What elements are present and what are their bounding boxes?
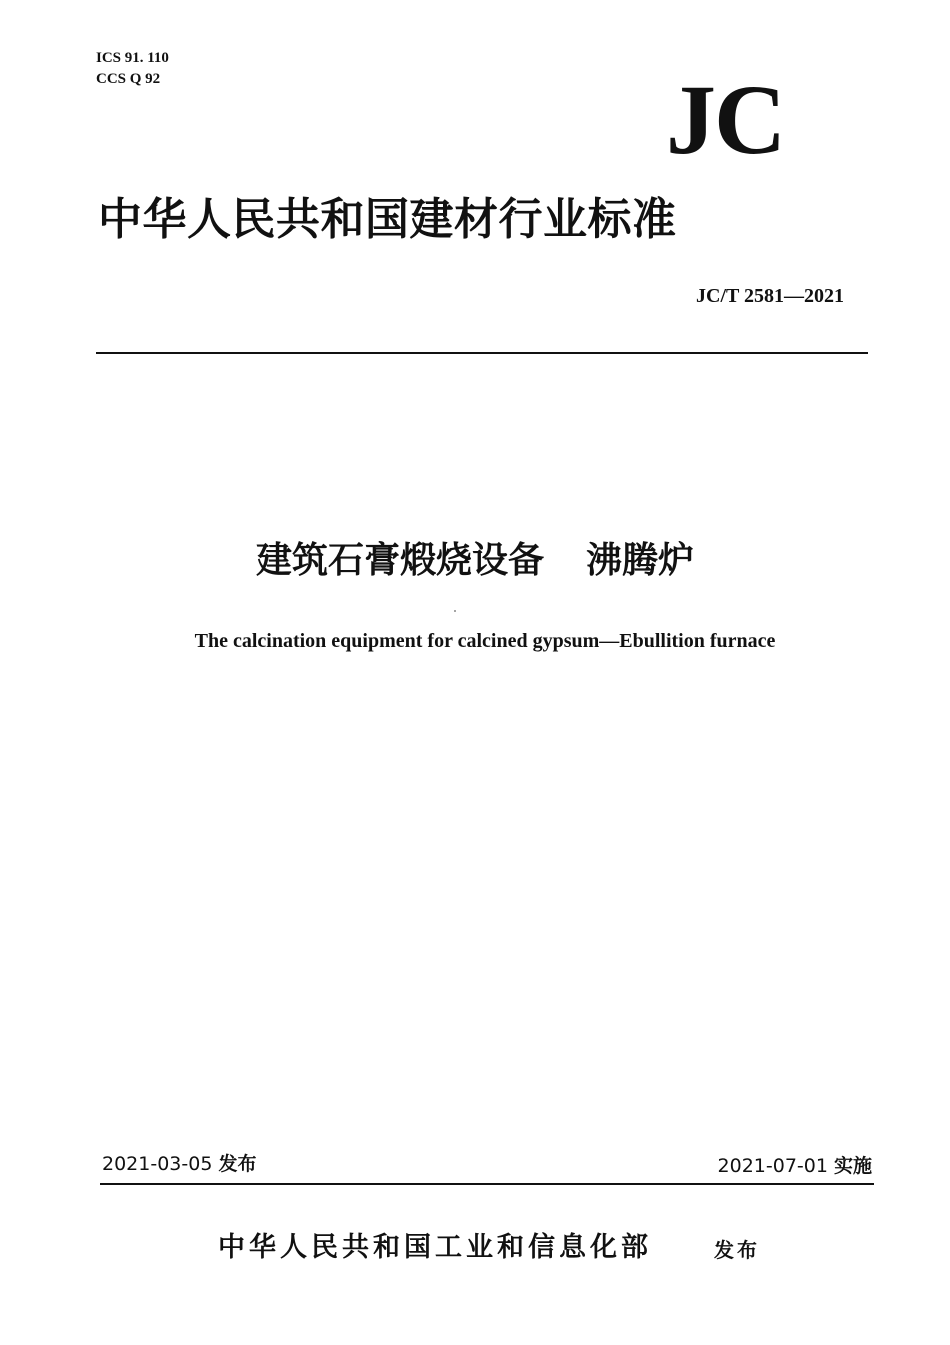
classification-codes: [96, 48, 169, 90]
top-divider: [96, 352, 868, 354]
implement-date: 2021-07-01: [717, 1155, 828, 1177]
publisher-name: 中华人民共和国工业和信息化部: [218, 1232, 652, 1263]
issue-date: 2021-03-05: [102, 1153, 213, 1175]
implement-label: 实施: [833, 1155, 872, 1177]
standard-category-title: 中华人民共和国建材行业标准: [98, 194, 677, 245]
standard-code: JC/T 2581—2021: [696, 285, 844, 307]
chinese-title-main: 建筑石膏煅烧设备: [255, 540, 544, 581]
ccs-code: CCS Q 92: [96, 71, 161, 87]
english-title: The calcination equipment for calcined gypsum—Ebullition furnace: [194, 630, 776, 652]
scan-speck: [454, 610, 456, 612]
issue-date-block: [102, 1150, 256, 1178]
ics-code: ICS 91. 110: [96, 50, 169, 66]
publisher-label: 发布: [714, 1238, 760, 1262]
jc-logo: JC: [666, 64, 785, 175]
bottom-divider: [100, 1183, 874, 1185]
chinese-title-sub: 沸腾炉: [586, 540, 695, 581]
implement-date-block: [718, 1152, 872, 1180]
issue-label: 发布: [218, 1153, 257, 1175]
chinese-title: [0, 535, 950, 587]
